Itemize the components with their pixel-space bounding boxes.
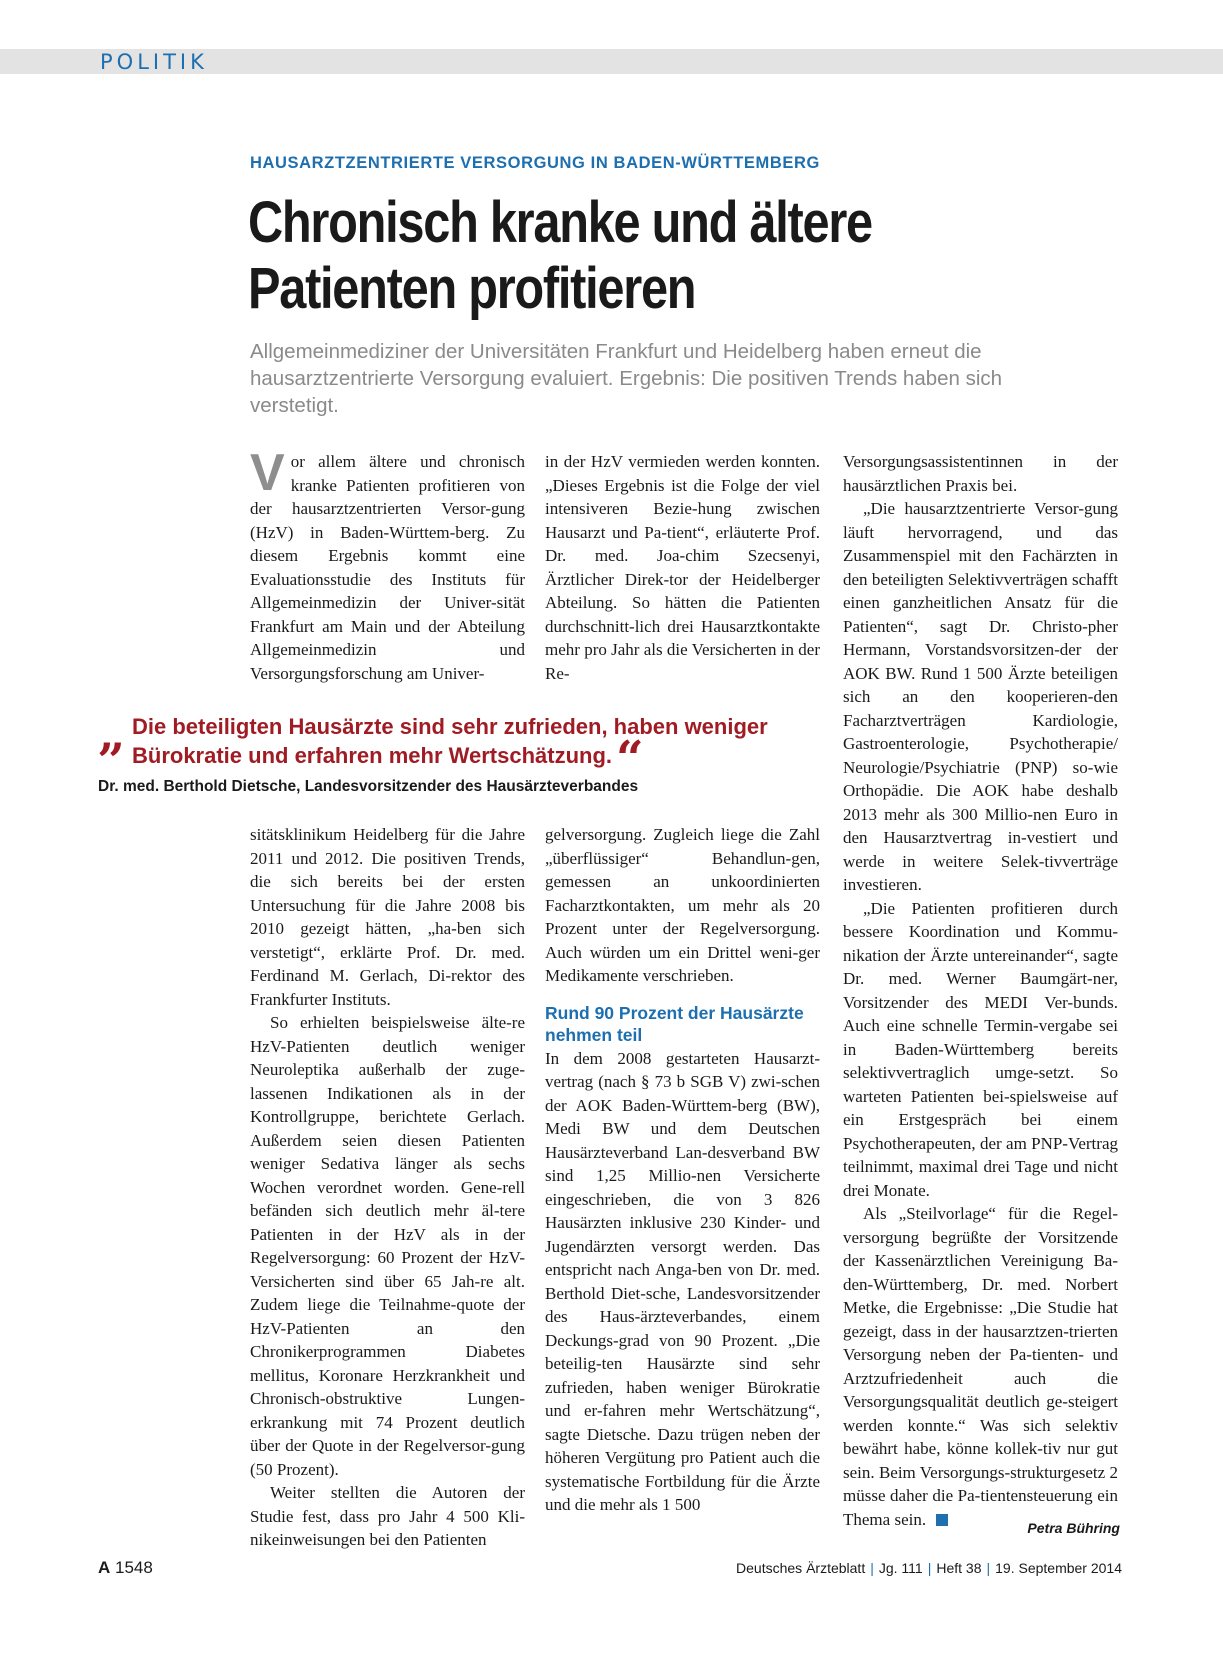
paragraph: in der HzV vermieden werden konnten. „Dieses Ergebnis ist die Folge der viel intensiveren Bezie-hung zwischen Hausarzt und Pa-tient“, erläuterte Prof. Dr. med. Joa-chim Szecsenyi, Ärztlicher Direk-tor der Heidelberger Abteilung. So hätten die Patienten durchschnitt-lich drei Hausarztkontakte mehr pro Jahr als die Versicherten in der Re- [545,452,820,683]
paragraph: In dem 2008 gestarteten Hausarzt-vertrag (nach § 73 b SGB V) zwi-schen der AOK Baden-Württem-berg (BW), Medi BW und dem Deutschen Hausärzteverband Lan-desverband BW sind 1,25 Millio-nen Versicherte eingeschrieben, die von 3 826 Hausärzten inklusive 230 Kinder- und Jugendärzten versorgt werden. Das entspricht nach Anga-ben von Dr. med. Berthold Diet-sche, Landesvorsitzender des Haus-ärzteverbandes, einem Deckungs-grad von 90 Prozent. „Die beteilig-ten Hausärzte sind sehr zufrieden, haben weniger Bürokratie und er-fahren mehr Wertschätzung“, sagte Dietsche. Dazu trügen neben der höheren Vergütung pro Patient auch die systematische Fortbildung für die Ärzte und die mehr als 1 500 [545,1048,820,1514]
article-standfirst: Allgemeinmediziner der Universitäten Frankfurt und Heidelberg haben erneut die hausarztzentrierte Versorgung evaluiert. Ergebnis: Die positiven Trends haben sich verstetigt. [250,340,1003,417]
journal-volume: Jg. 111 [878,1560,923,1576]
separator: | [870,1560,874,1576]
pull-quote-text: Die beteiligten Hausärzte sind sehr zufrieden, haben weniger Bürokratie und erfahren mehr Wertschätzung. [132,714,768,768]
section-label: POLITIK [100,50,208,74]
close-quote-mark: “ [616,731,644,787]
paragraph: Weiter stellten die Autoren der Studie fest, dass pro Jahr 4 500 Kli-nikeinweisungen bei den Patienten [250,1483,525,1549]
headline-line-1: Chronisch kranke und ältere [248,190,872,255]
paragraph: „Die Patienten profitieren durch bessere Koordination und Kommu-nikation der Ärzte untereinander“, sagte Dr. med. Werner Baumgärt-ner, Vorsitzender des MEDI Ver-bunds. Auch eine schnelle Termin-vergabe sei in Baden-Württemberg bereits selektivvertraglich umge-setzt. So warteten Patienten bei-spielsweise auf ein Erstgespräch bei einem Psychotherapeuten, der am PNP-Vertrag teilnimmt, maximal drei Tage und nicht drei Monate. [843,898,1118,1200]
separator: | [927,1560,932,1576]
page-prefix: A [98,1558,111,1577]
journal-date: 19. September 2014 [995,1560,1122,1576]
paragraph: „Die hausarztzentrierte Versor-gung läuft hervorragend, und das Zusammenspiel mit den Fachärzten in den beteiligten Selektivverträgen schafft einen ganzheitlichen Ansatz für die Patienten“, sagt Dr. Christo-pher Hermann, Vorstandsvorsitzen-der der AOK BW. Rund 1 500 Ärzte beteiligen sich an den kooperieren-den Facharztverträgen Kardiologie, Gastroenterologie, Psychotherapie/ Neurologie/Psychiatrie (PNP) so-wie Orthopädie. Die AOK habe deshalb 2013 mehr als 300 Millio-nen Euro in den Hausarztvertrag in-vestiert und werde in weitere Selek-tivverträge investieren. [843,499,1118,894]
column-2-top [545,450,820,685]
intro-paragraph [250,444,525,685]
section-subheading: Rund 90 Prozent der Hausärzte nehmen teil [545,1002,804,1045]
journal-issue: Heft 38 [936,1560,982,1576]
paragraph: So erhielten beispielsweise älte-re HzV-Patienten deutlich weniger Neuroleptika außerhalb der zuge-lassenen Indikationen als in der Kontrollgruppe, berichtete Gerlach. Außerdem seien diesen Patienten weniger Sedativa länger als sechs Wochen verordnet worden. Gene-rell befänden sich deutlich mehr äl-tere Patienten in der HzV als in der Regelversorgung: 60 Prozent der HzV-Versicherten sind über 65 Jah-re alt. Zudem liege die Teilnahme-quote der HzV-Patienten an den Chronikerprogrammen Diabetes mellitus, Koronare Herzkrankheit und Chronisch-obstruktive Lungen-erkrankung mit 74 Prozent deutlich über der Quote in der Regelversor-gung (50 Prozent). [250,1013,525,1479]
article-headline [248,190,1004,322]
paragraph: sitätsklinikum Heidelberg für die Jahre 2011 und 2012. Die positiven Trends, die sich bereits bei der ersten Untersuchung für die Jahre 2008 bis 2010 gezeigt hätten, „ha-ben sich verstetigt“, erklärte Prof. Dr. med. Ferdinand M. Gerlach, Di-rektor des Frankfurter Instituts. [250,825,525,1009]
column-3 [843,450,1118,1531]
pull-quote [98,706,858,796]
article-kicker: HAUSARZTZENTRIERTE VERSORGUNG IN BADEN-WÜRTTEMBERG [250,154,820,172]
paragraph [843,1202,1118,1531]
headline-line-2: Patienten profitieren [248,256,696,321]
pull-quote-source: Dr. med. Berthold Dietsche, Landesvorsitzender des Hausärzteverbandes [98,778,639,795]
separator: | [986,1560,991,1576]
author-byline: Petra Bühring [1027,1520,1120,1536]
column-2-bottom [545,823,820,1517]
paragraph: Versorgungsassistentinnen in der hausärztlichen Praxis bei. [843,452,1118,495]
journal-info [736,1560,1122,1576]
column-1-top [250,444,525,685]
drop-cap: V [250,444,285,502]
intro-text: or allem ältere und chronisch kranke Patienten profitieren von der hausarztzentrierten Versor-gung (HzV) in Baden-Württem-berg. Zu diesem Ergebnis kommt eine Evaluationsstudie des Instituts für Allgemeinmedizin der Univer-sität Frankfurt am Main und der Abteilung Allgemeinmedizin und Versorgungsforschung am Univer- [250,452,525,683]
column-1-bottom [250,823,525,1552]
journal-name: Deutsches Ärzteblatt [736,1560,866,1576]
closing-text: Als „Steilvorlage“ für die Regel-versorgung begrüßte der Vorsitzende der Kassenärztlichen Vereinigung Ba-den-Württemberg, Dr. med. Norbert Metke, die Ergebnisse: „Die Studie hat gezeigt, dass in der hausarztzen-trierten Versorgung neben der Pa-tienten- und Arztzufriedenheit auch die Versorgungsqualität deutlich ge-steigert werden konnte.“ Was sich selektiv bewährt habe, könne kollek-tiv nur gut sein. Beim Versorgungs-strukturgesetz 2 müsse daher die Pa-tientensteuerung ein Thema sein. [843,1204,1118,1529]
paragraph: gelversorgung. Zugleich liege die Zahl „überflüssiger“ Behandlun-gen, gemessen an unkoordinierten Facharztkontakten, um mehr als 20 Prozent unter der Regelversorgung. Auch würden um ein Drittel weni-ger Medikamente verschrieben. [545,825,820,985]
open-quote-mark: „ [98,706,126,762]
page-number [98,1558,153,1578]
page-number-value: 1548 [115,1558,153,1577]
